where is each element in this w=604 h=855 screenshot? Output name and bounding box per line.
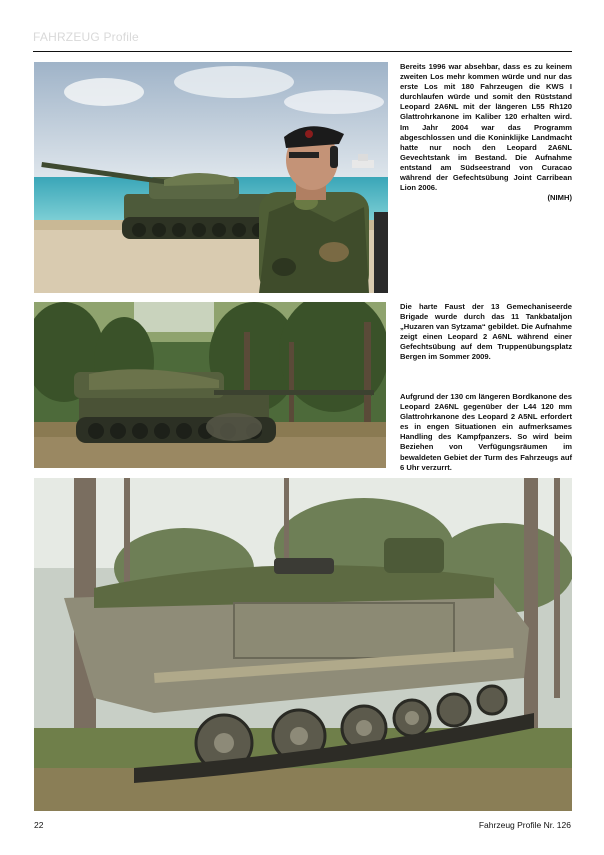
forest-scene-svg — [34, 302, 386, 468]
caption-1-text: Bereits 1996 war absehbar, dass es zu keinem zweiten Los mehr kommen würde und nur das erste Los mit 180 Fahrzeugen die KWS I durchlaufen würde und somit den Rüststand Leopard 2A6NL mit der längeren L55 Rh120 Glattrohrkanone im Kaliber 120 erhalten wird. Im Jahr 2004 war das Programm abgeschlossen und die Koninklijke Landmacht hatte nur noch den Leopard 2A6NL Gevechtstank im Bestand. Die Aufnahme entstand am Südseestrand von Curacao während der Gefechtsübung Joint Carribean Lion 2006. — [400, 62, 572, 193]
publication-title: Fahrzeug Profile Nr. 126 — [478, 820, 571, 830]
caption-1 — [400, 62, 572, 203]
caption-2-text: Die harte Faust der 13 Gemechaniseerde Brigade wurde durch das 11 Tankbataljon „Huzaren van Sytzama“ gebildet. Die Aufnahme zeigt einen Leopard 2 A6NL während einer Gefechtsübung auf dem Truppenübungsplatz Bergen im Sommer 2009. — [400, 302, 572, 362]
header-rule — [33, 51, 572, 52]
woods-scene-svg — [34, 478, 572, 811]
caption-3 — [400, 392, 572, 473]
beach-scene-svg — [34, 62, 388, 293]
caption-1-credit: (NIMH) — [547, 193, 572, 203]
caption-3-text: Aufgrund der 130 cm längeren Bordkanone des Leopard 2A6NL gegenüber der L44 120 mm Glattrohrkanone des Leopard 2 A5NL erfordert es in engen Situationen ein aufmerksames Handling des Kampfpanzers. So wird beim Beziehen von Verfügungsräumen im bewaldeten Gebiet der Turm des Fahrzeugs auf 6 Uhr verzurrt. — [400, 392, 572, 472]
running-header: FAHRZEUG Profile — [33, 30, 139, 44]
leopard-2a6nl-beach-photo — [34, 62, 388, 293]
caption-2 — [400, 302, 572, 363]
leopard-2a6nl-forest-photo — [34, 302, 386, 468]
vehicle-in-woods-photo — [34, 478, 572, 811]
page-number: 22 — [34, 820, 44, 830]
